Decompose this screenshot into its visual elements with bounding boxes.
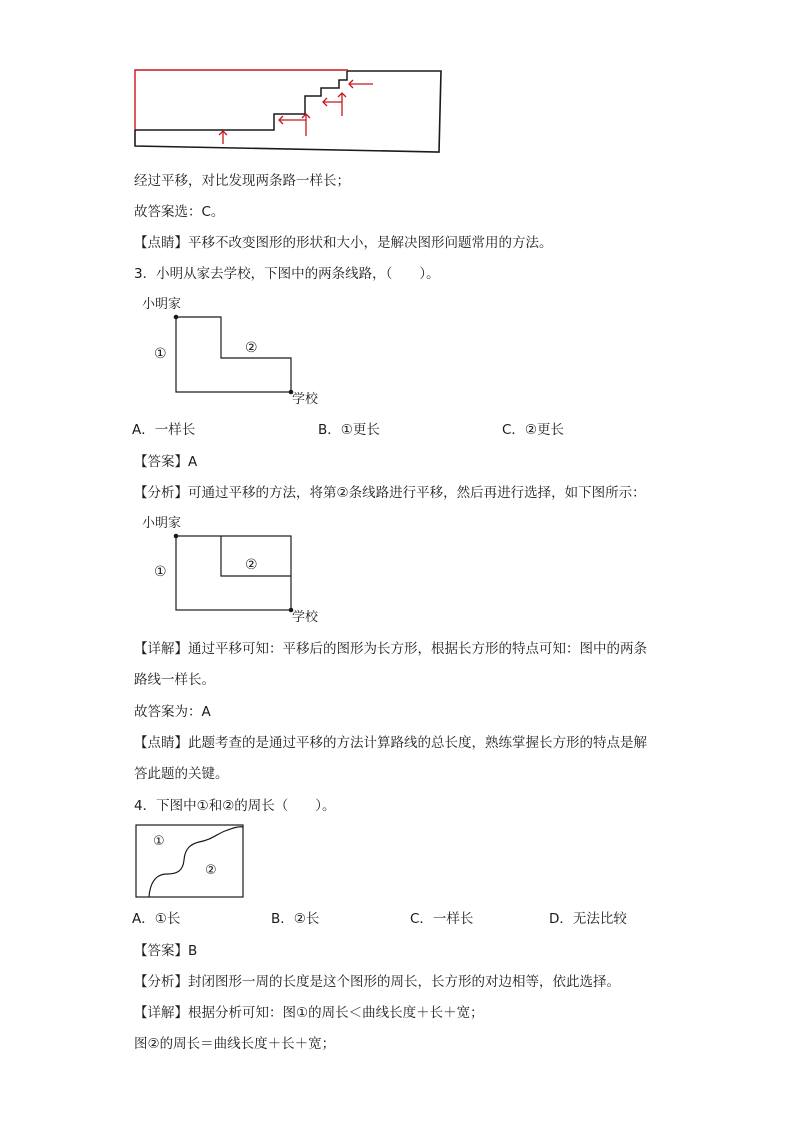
q3-analysis: 【分析】可通过平移的方法，将第②条线路进行平移，然后再进行选择，如下图所示：: [134, 485, 646, 501]
intro-answer: 故答案选：C。: [134, 204, 225, 220]
q3-home-label: 小明家: [142, 297, 182, 312]
q3-option-b: B．①更长: [318, 422, 380, 438]
q3-fig2-route2-label: ②: [245, 557, 258, 573]
q3-school-label: 学校: [292, 392, 319, 407]
q3-translated-figure: [140, 511, 340, 631]
q3-detail-1: 【详解】通过平移可知：平移后的图形为长方形，根据长方形的特点可知：图中的两条: [134, 641, 647, 657]
q4-detail-1: 【详解】根据分析可知：图①的周长＜曲线长度＋长＋宽；: [134, 1005, 484, 1021]
q3-fig2-school-label: 学校: [292, 610, 319, 625]
q3-answer: 【答案】A: [134, 454, 198, 470]
q4-question: 4．下图中①和②的周长（ ）。: [134, 798, 336, 814]
q4-analysis: 【分析】封闭图形一周的长度是这个图形的周长，长方形的对边相等，依此选择。: [134, 974, 620, 990]
q3-route2-label: ②: [245, 340, 258, 356]
q3-detail-2: 路线一样长。: [134, 672, 215, 688]
q4-option-d: D．无法比较: [549, 911, 627, 927]
q3-final: 故答案为：A: [134, 704, 211, 720]
q3-route-figure: [140, 292, 340, 412]
q3-tip-2: 答此题的关键。: [134, 766, 229, 782]
q3-option-a: A．一样长: [132, 422, 196, 438]
q3-route1-label: ①: [154, 346, 167, 362]
q3-question: 3．小明从家去学校，下图中的两条线路，（ ）。: [134, 266, 440, 282]
q4-option-a: A．①长: [132, 911, 181, 927]
q4-option-c: C．一样长: [410, 911, 474, 927]
q4-region-figure: [133, 822, 247, 900]
q3-option-c: C．②更长: [502, 422, 565, 438]
q3-fig2-route1-label: ①: [154, 564, 167, 580]
q4-region1-label: ①: [153, 834, 165, 849]
q4-answer: 【答案】B: [134, 943, 198, 959]
q3-tip-1: 【点睛】此题考查的是通过平移的方法计算路线的总长度，熟练掌握长方形的特点是解: [134, 735, 647, 751]
q3-fig2-home-label: 小明家: [142, 516, 182, 531]
stair-translation-figure: [130, 66, 446, 158]
intro-conclusion: 经过平移，对比发现两条路一样长；: [134, 173, 350, 189]
intro-tip: 【点睛】平移不改变图形的形状和大小，是解决图形问题常用的方法。: [134, 235, 553, 251]
q4-detail-2: 图②的周长＝曲线长度＋长＋宽；: [134, 1036, 336, 1052]
q4-region2-label: ②: [205, 863, 217, 878]
q4-option-b: B．②长: [271, 911, 320, 927]
